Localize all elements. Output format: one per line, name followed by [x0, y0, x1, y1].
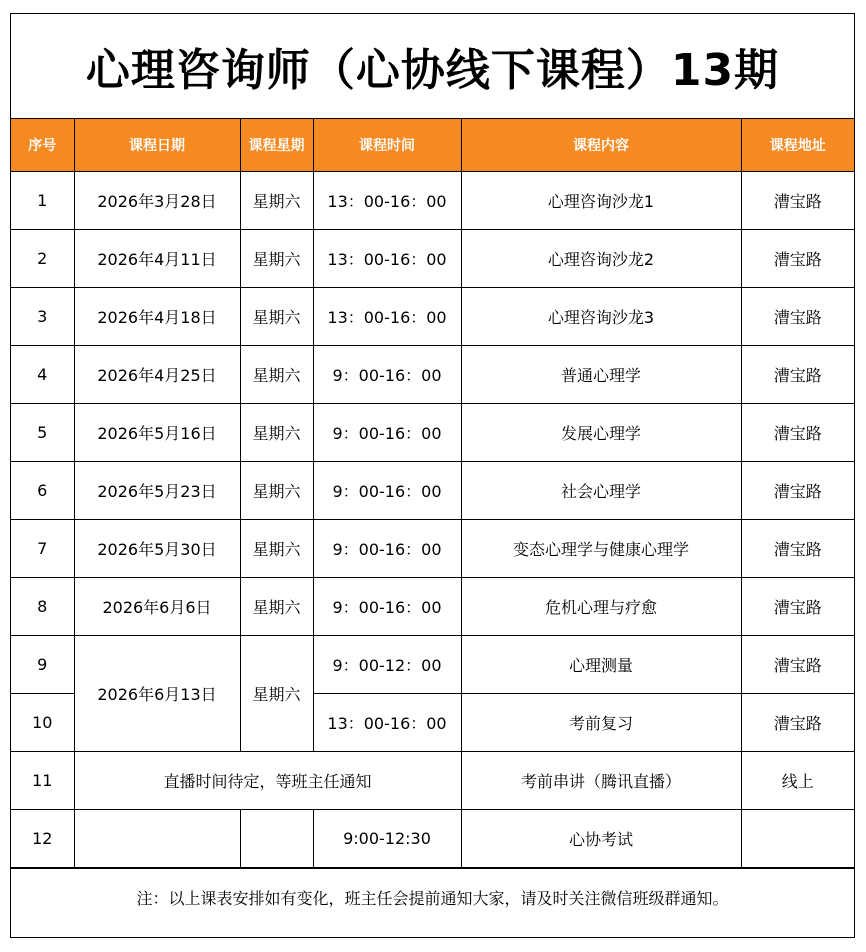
cell-content: 考前串讲（腾讯直播） — [461, 751, 741, 809]
cell-address: 漕宝路 — [741, 635, 854, 693]
cell-date: 2026年4月18日 — [74, 287, 240, 345]
table-row — [11, 287, 854, 345]
schedule-sheet — [10, 13, 855, 938]
header-no: 序号 — [11, 119, 74, 171]
cell-time: 13：00-16：00 — [313, 171, 461, 229]
cell-time: 9：00-12：00 — [313, 635, 461, 693]
cell-date: 2026年4月11日 — [74, 229, 240, 287]
cell-date: 2026年5月23日 — [74, 461, 240, 519]
table-row — [11, 809, 854, 867]
cell-weekday: 星期六 — [240, 345, 313, 403]
table-row — [11, 461, 854, 519]
cell-weekday: 星期六 — [240, 461, 313, 519]
cell-no: 9 — [11, 635, 74, 693]
cell-content: 心理测量 — [461, 635, 741, 693]
table-row — [11, 635, 854, 693]
cell-time: 9：00-16：00 — [313, 403, 461, 461]
cell-address: 漕宝路 — [741, 171, 854, 229]
cell-address: 漕宝路 — [741, 693, 854, 751]
cell-content: 变态心理学与健康心理学 — [461, 519, 741, 577]
cell-weekday: 星期六 — [240, 287, 313, 345]
cell-content: 发展心理学 — [461, 403, 741, 461]
header-time: 课程时间 — [313, 119, 461, 171]
cell-date: 2026年4月25日 — [74, 345, 240, 403]
cell-time: 9：00-16：00 — [313, 519, 461, 577]
cell-content: 心理咨询沙龙1 — [461, 171, 741, 229]
table-row — [11, 171, 854, 229]
cell-no: 1 — [11, 171, 74, 229]
cell-weekday: 星期六 — [240, 577, 313, 635]
cell-time: 13：00-16：00 — [313, 287, 461, 345]
cell-no: 6 — [11, 461, 74, 519]
cell-merged-note: 直播时间待定，等班主任通知 — [74, 751, 461, 809]
cell-weekday: 星期六 — [240, 229, 313, 287]
header-date: 课程日期 — [74, 119, 240, 171]
cell-date: 2026年5月16日 — [74, 403, 240, 461]
cell-date — [74, 809, 240, 867]
cell-time: 13：00-16：00 — [313, 693, 461, 751]
table-row — [11, 519, 854, 577]
cell-date: 2026年3月28日 — [74, 171, 240, 229]
cell-address: 漕宝路 — [741, 403, 854, 461]
cell-time: 13：00-16：00 — [313, 229, 461, 287]
table-row — [11, 577, 854, 635]
header-row — [11, 119, 854, 171]
cell-no: 3 — [11, 287, 74, 345]
cell-address: 漕宝路 — [741, 461, 854, 519]
cell-address: 漕宝路 — [741, 519, 854, 577]
cell-time: 9:00-12:30 — [313, 809, 461, 867]
cell-no: 4 — [11, 345, 74, 403]
table-row — [11, 403, 854, 461]
cell-time: 9：00-16：00 — [313, 345, 461, 403]
cell-date: 2026年6月13日 — [74, 635, 240, 751]
table-row — [11, 751, 854, 809]
header-content: 课程内容 — [461, 119, 741, 171]
cell-no: 2 — [11, 229, 74, 287]
cell-content: 心理咨询沙龙2 — [461, 229, 741, 287]
cell-address: 漕宝路 — [741, 345, 854, 403]
cell-date: 2026年6月6日 — [74, 577, 240, 635]
footer-note: 注：以上课表安排如有变化，班主任会提前通知大家，请及时关注微信班级群通知。 — [11, 868, 854, 926]
cell-no: 5 — [11, 403, 74, 461]
cell-weekday: 星期六 — [240, 635, 313, 751]
cell-no: 8 — [11, 577, 74, 635]
cell-weekday — [240, 809, 313, 867]
cell-content: 危机心理与疗愈 — [461, 577, 741, 635]
schedule-table — [11, 119, 854, 868]
cell-address: 漕宝路 — [741, 229, 854, 287]
cell-weekday: 星期六 — [240, 171, 313, 229]
table-row — [11, 345, 854, 403]
table-row — [11, 229, 854, 287]
cell-date: 2026年5月30日 — [74, 519, 240, 577]
cell-weekday: 星期六 — [240, 403, 313, 461]
cell-content: 普通心理学 — [461, 345, 741, 403]
cell-no: 10 — [11, 693, 74, 751]
cell-time: 9：00-16：00 — [313, 577, 461, 635]
cell-address: 漕宝路 — [741, 577, 854, 635]
cell-weekday: 星期六 — [240, 519, 313, 577]
header-address: 课程地址 — [741, 119, 854, 171]
page-title: 心理咨询师（心协线下课程）13期 — [11, 14, 854, 119]
cell-address: 漕宝路 — [741, 287, 854, 345]
cell-no: 7 — [11, 519, 74, 577]
cell-content: 心协考试 — [461, 809, 741, 867]
cell-time: 9：00-16：00 — [313, 461, 461, 519]
cell-content: 社会心理学 — [461, 461, 741, 519]
cell-content: 考前复习 — [461, 693, 741, 751]
header-weekday: 课程星期 — [240, 119, 313, 171]
cell-address — [741, 809, 854, 867]
cell-content: 心理咨询沙龙3 — [461, 287, 741, 345]
cell-address: 线上 — [741, 751, 854, 809]
cell-no: 12 — [11, 809, 74, 867]
cell-no: 11 — [11, 751, 74, 809]
